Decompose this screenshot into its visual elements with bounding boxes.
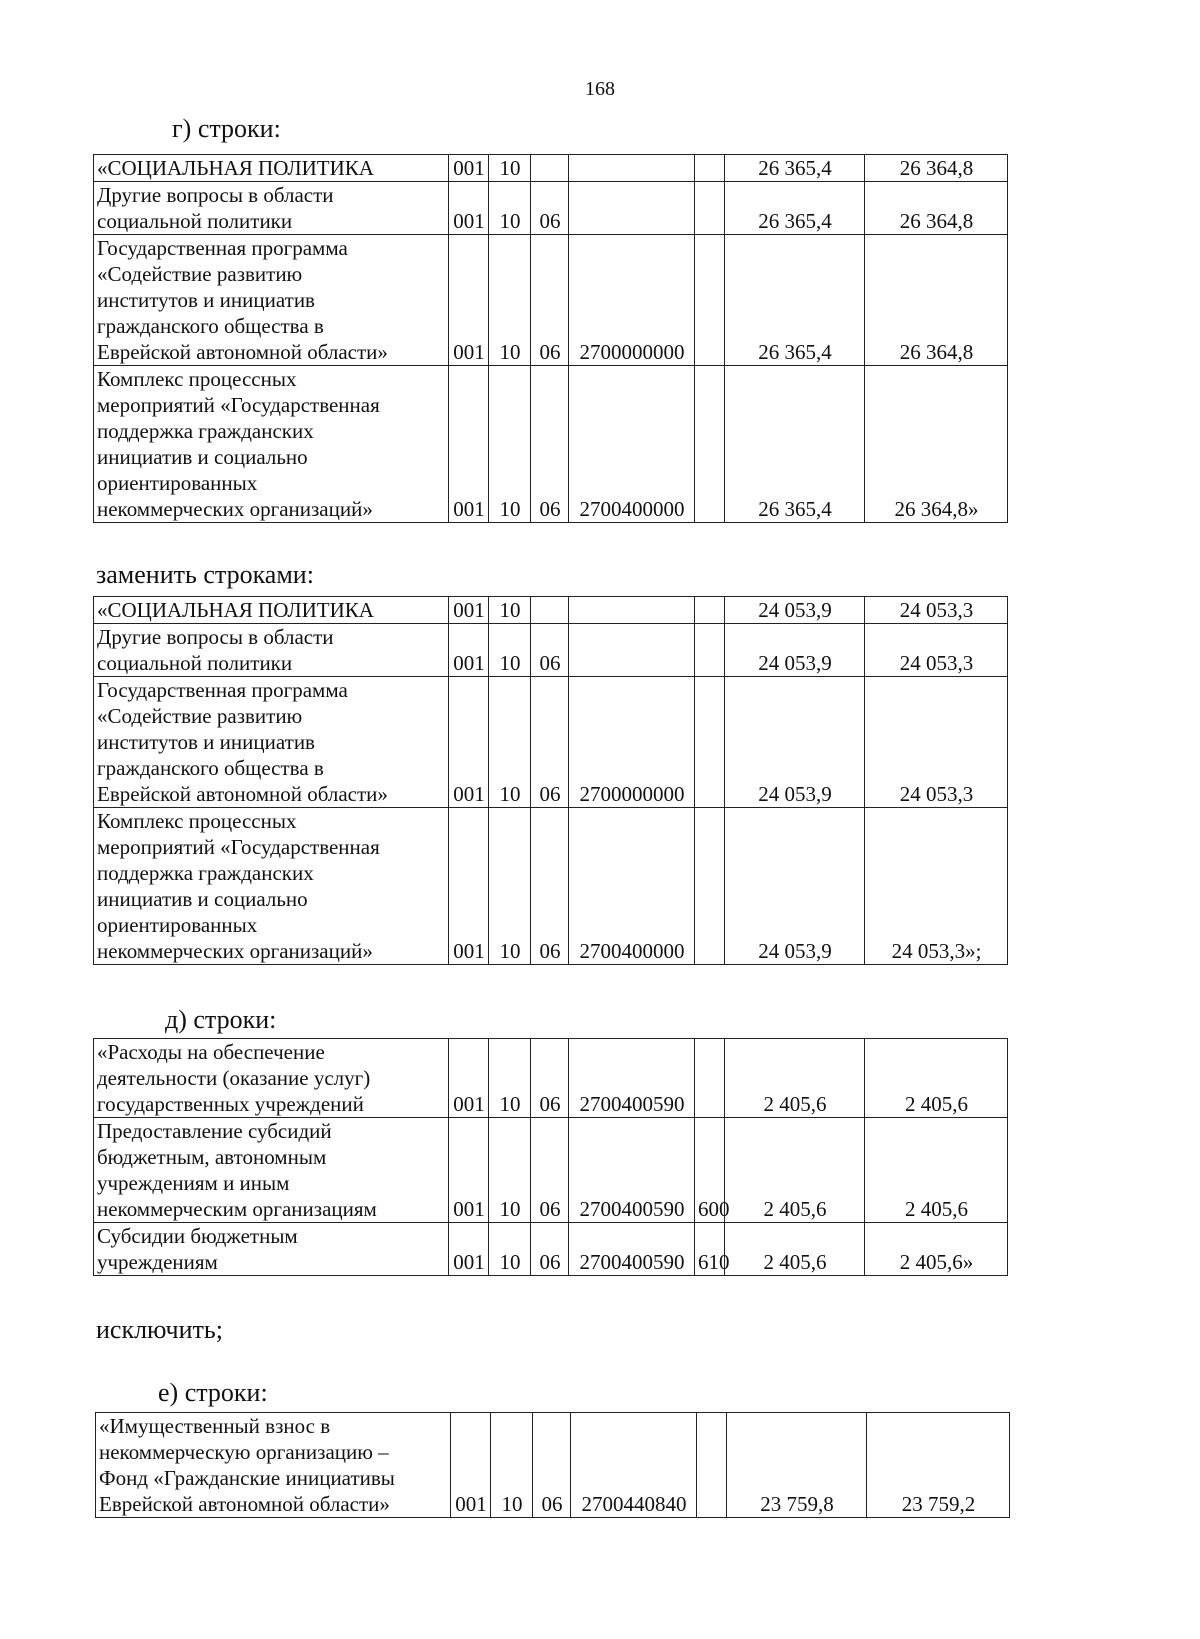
cell-vr: 600 — [695, 1118, 725, 1223]
cell-sum-2023: 2 405,6 — [725, 1223, 865, 1276]
cell-vr — [695, 155, 725, 182]
name-line: ориентированных — [97, 471, 258, 495]
name-line: социальной политики — [97, 651, 293, 675]
name-line: инициатив и социально — [97, 887, 308, 911]
cell-sum-2023: 24 053,9 — [725, 677, 865, 808]
cell-name — [94, 182, 449, 235]
cell-name — [94, 155, 449, 182]
cell-sum-2024: 26 364,8 — [865, 235, 1008, 366]
cell-pr: 06 — [531, 677, 569, 808]
cell-sum-2024: 23 759,2 — [867, 1413, 1010, 1518]
name-line: Другие вопросы в области — [97, 625, 334, 649]
cell-gr: 001 — [451, 1413, 491, 1518]
cell-sum-2023: 24 053,9 — [725, 808, 865, 965]
cell-vr — [697, 1413, 727, 1518]
cell-sum-2024: 2 405,6 — [865, 1118, 1008, 1223]
name-line: Государственная программа — [97, 678, 348, 702]
cell-pr: 06 — [531, 1118, 569, 1223]
name-line: учреждениям — [97, 1250, 218, 1274]
cell-sum-2024: 26 364,8» — [865, 366, 1008, 523]
cell-name — [94, 808, 449, 965]
cell-sum-2023: 26 365,4 — [725, 235, 865, 366]
cell-pr: 06 — [531, 235, 569, 366]
name-line: некоммерческим организациям — [97, 1197, 377, 1221]
cell-gr: 001 — [449, 1223, 489, 1276]
cell-vr — [695, 808, 725, 965]
table-row — [94, 1118, 1008, 1223]
section-heading: г) строки: — [172, 114, 281, 143]
name-line: Еврейской автономной области» — [97, 340, 388, 364]
cell-gr: 001 — [449, 155, 489, 182]
cell-csr: 2700000000 — [569, 677, 695, 808]
cell-rz: 10 — [489, 1039, 531, 1118]
cell-csr — [569, 155, 695, 182]
cell-sum-2023: 26 365,4 — [725, 182, 865, 235]
cell-sum-2024: 26 364,8 — [865, 155, 1008, 182]
cell-vr — [695, 182, 725, 235]
cell-sum-2024: 2 405,6» — [865, 1223, 1008, 1276]
cell-sum-2023: 26 365,4 — [725, 155, 865, 182]
cell-gr: 001 — [449, 677, 489, 808]
name-line: институтов и инициатив — [97, 730, 315, 754]
cell-csr — [569, 624, 695, 677]
name-line: некоммерческих организаций» — [97, 939, 373, 963]
cell-rz: 10 — [489, 1223, 531, 1276]
name-line: Фонд «Гражданские инициативы — [99, 1466, 395, 1490]
cell-name — [94, 677, 449, 808]
cell-name — [94, 624, 449, 677]
cell-name — [94, 366, 449, 523]
cell-gr: 001 — [449, 597, 489, 624]
name-line: Другие вопросы в области — [97, 183, 334, 207]
cell-rz: 10 — [489, 155, 531, 182]
name-line: «Содействие развитию — [97, 262, 303, 286]
exclude-text: исключить; — [96, 1315, 223, 1344]
table-row — [94, 182, 1008, 235]
cell-sum-2023: 2 405,6 — [725, 1118, 865, 1223]
cell-rz: 10 — [489, 235, 531, 366]
cell-vr — [695, 1039, 725, 1118]
cell-rz: 10 — [489, 624, 531, 677]
cell-sum-2023: 24 053,9 — [725, 597, 865, 624]
cell-sum-2024: 24 053,3»; — [865, 808, 1008, 965]
cell-name — [96, 1413, 451, 1518]
table-row — [94, 808, 1008, 965]
cell-pr: 06 — [531, 1039, 569, 1118]
table-row — [94, 1039, 1008, 1118]
cell-csr: 2700400590 — [569, 1039, 695, 1118]
cell-rz: 10 — [489, 366, 531, 523]
cell-gr: 001 — [449, 1118, 489, 1223]
name-line: гражданского общества в — [97, 314, 324, 338]
cell-csr: 2700000000 — [569, 235, 695, 366]
cell-sum-2023: 23 759,8 — [727, 1413, 867, 1518]
name-line: некоммерческих организаций» — [97, 497, 373, 521]
table-row — [94, 624, 1008, 677]
cell-sum-2023: 24 053,9 — [725, 624, 865, 677]
cell-pr: 06 — [531, 624, 569, 677]
cell-name — [94, 1118, 449, 1223]
cell-pr: 06 — [531, 366, 569, 523]
table-row — [94, 1223, 1008, 1276]
cell-vr — [695, 235, 725, 366]
name-line: государственных учреждений — [97, 1092, 364, 1116]
cell-sum-2024: 24 053,3 — [865, 597, 1008, 624]
budget-table — [93, 596, 1008, 965]
name-line: «СОЦИАЛЬНАЯ ПОЛИТИКА — [97, 598, 374, 622]
cell-sum-2024: 24 053,3 — [865, 677, 1008, 808]
cell-name — [94, 235, 449, 366]
cell-gr: 001 — [449, 235, 489, 366]
table-row — [96, 1413, 1010, 1518]
cell-name — [94, 1223, 449, 1276]
name-line: социальной политики — [97, 209, 293, 233]
name-line: Комплекс процессных — [97, 809, 297, 833]
cell-vr — [695, 366, 725, 523]
name-line: Еврейской автономной области» — [99, 1492, 390, 1516]
name-line: ориентированных — [97, 913, 258, 937]
name-line: мероприятий «Государственная — [97, 835, 380, 859]
cell-csr: 2700400000 — [569, 808, 695, 965]
cell-vr — [695, 677, 725, 808]
cell-csr: 2700400590 — [569, 1118, 695, 1223]
table-row — [94, 366, 1008, 523]
section-heading: д) строки: — [165, 1005, 277, 1034]
cell-vr — [695, 597, 725, 624]
cell-gr: 001 — [449, 366, 489, 523]
cell-sum-2024: 26 364,8 — [865, 182, 1008, 235]
cell-vr — [695, 624, 725, 677]
budget-table — [95, 1412, 1010, 1518]
name-line: деятельности (оказание услуг) — [97, 1066, 371, 1090]
cell-rz: 10 — [489, 597, 531, 624]
name-line: «Имущественный взнос в — [99, 1414, 331, 1438]
name-line: Комплекс процессных — [97, 367, 297, 391]
name-line: мероприятий «Государственная — [97, 393, 380, 417]
cell-name — [94, 1039, 449, 1118]
table-row — [94, 597, 1008, 624]
page-number: 168 — [585, 78, 615, 100]
cell-gr: 001 — [449, 808, 489, 965]
cell-rz: 10 — [489, 808, 531, 965]
cell-csr — [569, 597, 695, 624]
cell-sum-2024: 2 405,6 — [865, 1039, 1008, 1118]
cell-gr: 001 — [449, 1039, 489, 1118]
cell-gr: 001 — [449, 182, 489, 235]
name-line: учреждениям и иным — [97, 1171, 290, 1195]
cell-csr — [569, 182, 695, 235]
name-line: Предоставление субсидий — [97, 1119, 332, 1143]
name-line: институтов и инициатив — [97, 288, 315, 312]
cell-pr: 06 — [533, 1413, 571, 1518]
name-line: поддержка гражданских — [97, 861, 314, 885]
cell-sum-2023: 2 405,6 — [725, 1039, 865, 1118]
cell-csr: 2700400590 — [569, 1223, 695, 1276]
name-line: Еврейской автономной области» — [97, 782, 388, 806]
section-heading: е) строки: — [158, 1378, 268, 1407]
cell-vr: 610 — [695, 1223, 725, 1276]
name-line: бюджетным, автономным — [97, 1145, 327, 1169]
cell-pr: 06 — [531, 1223, 569, 1276]
table-row — [94, 235, 1008, 366]
budget-table — [93, 154, 1008, 523]
section-heading: заменить строками: — [96, 560, 314, 589]
cell-pr: 06 — [531, 182, 569, 235]
name-line: гражданского общества в — [97, 756, 324, 780]
name-line: «Содействие развитию — [97, 704, 303, 728]
name-line: «Расходы на обеспечение — [97, 1040, 325, 1064]
name-line: Государственная программа — [97, 236, 348, 260]
cell-name — [94, 597, 449, 624]
budget-table — [93, 1038, 1008, 1276]
name-line: Субсидии бюджетным — [97, 1224, 298, 1248]
table-row — [94, 677, 1008, 808]
cell-rz: 10 — [489, 182, 531, 235]
name-line: поддержка гражданских — [97, 419, 314, 443]
cell-pr: 06 — [531, 808, 569, 965]
name-line: некоммерческую организацию – — [99, 1440, 389, 1464]
cell-sum-2024: 24 053,3 — [865, 624, 1008, 677]
cell-pr — [531, 155, 569, 182]
cell-csr: 2700440840 — [571, 1413, 697, 1518]
cell-rz: 10 — [489, 677, 531, 808]
table-row — [94, 155, 1008, 182]
cell-sum-2023: 26 365,4 — [725, 366, 865, 523]
cell-rz: 10 — [489, 1118, 531, 1223]
cell-gr: 001 — [449, 624, 489, 677]
cell-pr — [531, 597, 569, 624]
cell-csr: 2700400000 — [569, 366, 695, 523]
name-line: «СОЦИАЛЬНАЯ ПОЛИТИКА — [97, 156, 374, 180]
cell-rz: 10 — [491, 1413, 533, 1518]
name-line: инициатив и социально — [97, 445, 308, 469]
